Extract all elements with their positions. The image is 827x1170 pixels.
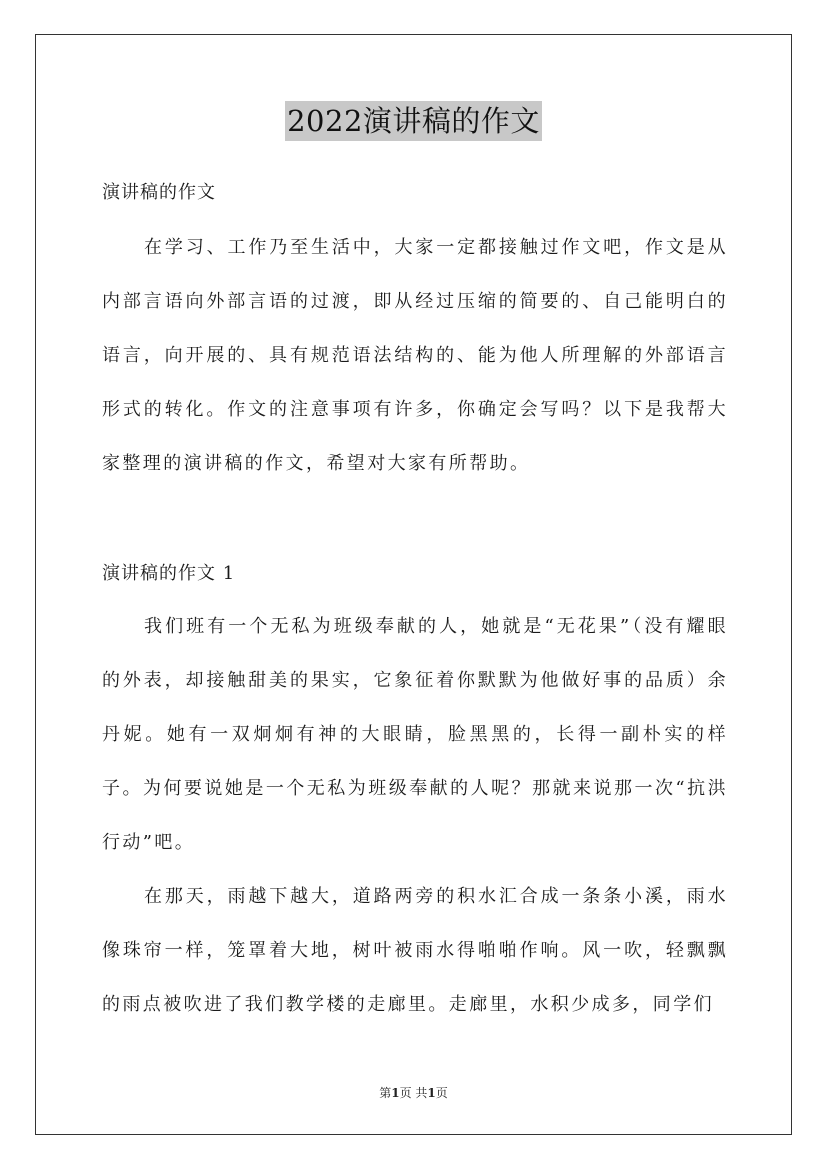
title-container [0,101,827,141]
section-1-paragraph-1: 我们班有一个无私为班级奉献的人，她就是“无花果”（没有耀眼的外表，却接触甜美的果实，它象征着你默默为他做好事的品质）余丹妮。她有一双炯炯有神的大眼睛，脸黑黑的，长得一副朴实的样子。为何要说她是一个无私为班级奉献的人呢？那就来说那一次“抗洪行动”吧。 [102,616,728,853]
footer-page-mid: 页 共 [399,1086,428,1100]
section-1-paragraph-2: 在那天，雨越下越大，道路两旁的积水汇合成一条条小溪，雨水像珠帘一样，笼罩着大地，树叶被雨水得啪啪作响。风一吹，轻飘飘的雨点被吹进了我们教学楼的走廊里。走廊里，水积少成多，同学们 [102,886,728,1015]
footer-page-current: 1 [391,1086,400,1100]
intro-paragraph: 在学习、工作乃至生活中，大家一定都接触过作文吧，作文是从内部言语向外部言语的过渡，即从经过压缩的简要的、自己能明白的语言，向开展的、具有规范语法结构的、能为他人所理解的外部语言形式的转化。作文的注意事项有许多，你确定会写吗？以下是我帮大家整理的演讲稿的作文，希望对大家有所帮助。 [102,237,728,474]
intro-heading: 演讲稿的作文 [102,182,216,203]
document-title: 2022演讲稿的作文 [285,101,542,141]
section-1-heading: 演讲稿的作文 1 [102,563,236,584]
footer-page-prefix: 第 [379,1086,392,1100]
page-footer [0,1085,827,1101]
footer-page-suffix: 页 [435,1086,448,1100]
footer-page-total: 1 [427,1086,436,1100]
